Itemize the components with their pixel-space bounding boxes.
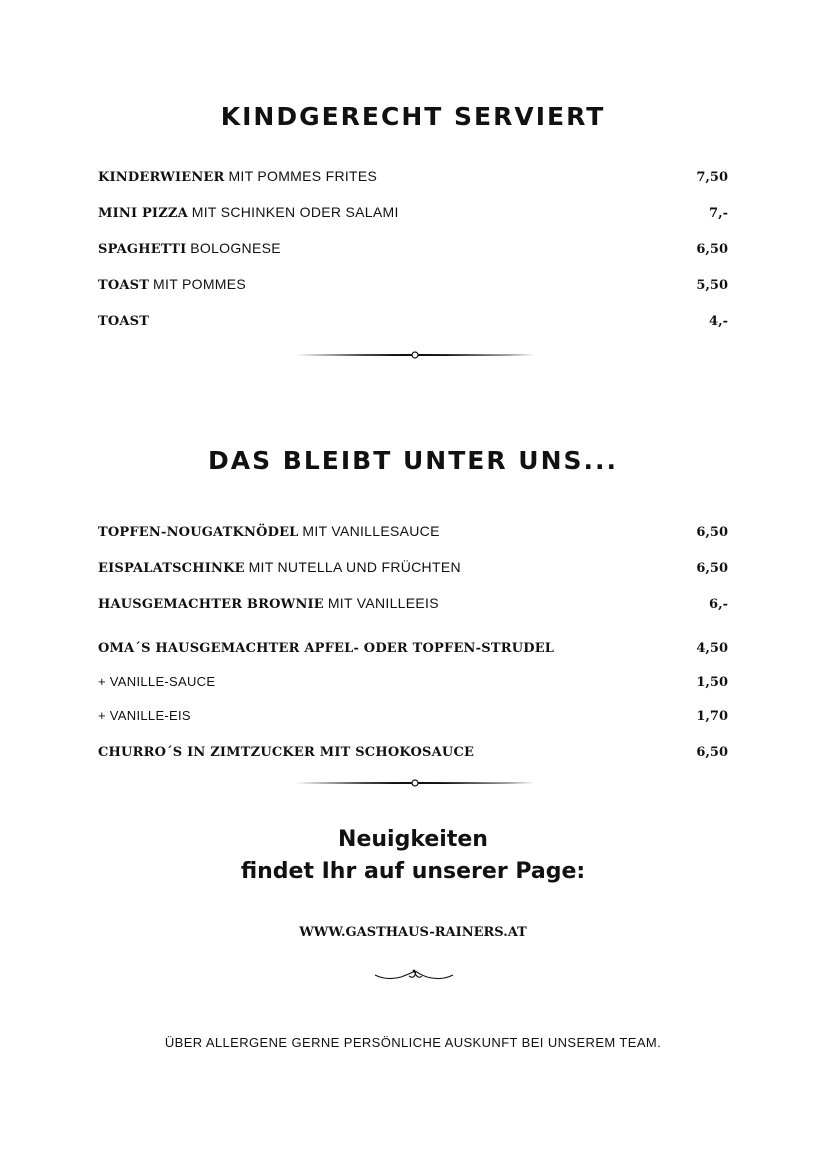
item-description: MIT VANILLESAUCE	[302, 523, 440, 539]
item-price: 1,70	[696, 709, 728, 724]
item-price: 6,50	[696, 525, 728, 540]
item-price: 6,50	[696, 745, 728, 760]
line-divider-icon	[295, 778, 535, 788]
item-name: KINDERWIENER	[98, 170, 225, 185]
item-price: 6,50	[696, 242, 728, 257]
line-divider-icon	[295, 350, 535, 360]
item-price: 1,50	[696, 675, 728, 690]
item-name: EISPALATSCHINKE	[98, 561, 245, 576]
item-price: 6,50	[696, 561, 728, 576]
item-name: OMA´S HAUSGEMACHTER APFEL- ODER TOPFEN-STRUDEL	[98, 641, 555, 656]
swirl-ornament-icon	[373, 966, 455, 984]
item-description: MIT SCHINKEN ODER SALAMI	[191, 204, 399, 220]
item-name: TOAST	[98, 314, 150, 329]
item-price: 5,50	[696, 278, 728, 293]
menu-item	[98, 743, 728, 763]
item-price: 7,50	[696, 170, 728, 185]
section-title-kids: KINDGERECHT SERVIERT	[220, 102, 606, 131]
item-name: HAUSGEMACHTER BROWNIE	[98, 597, 324, 612]
item-name: CHURRO´S IN ZIMTZUCKER MIT SCHOKOSAUCE	[98, 745, 475, 760]
news-heading	[0, 824, 826, 888]
menu-item	[98, 204, 728, 224]
news-line-1: Neuigkeiten	[338, 827, 488, 852]
menu-item-extra	[98, 707, 728, 727]
item-name: TOAST	[98, 278, 150, 293]
menu-item	[98, 168, 728, 188]
menu-item	[98, 523, 728, 543]
menu-item	[98, 312, 728, 332]
item-name: MINI PIZZA	[98, 206, 188, 221]
item-name: TOPFEN-NOUGATKNÖDEL	[98, 525, 299, 540]
item-extra-label: + VANILLE-SAUCE	[98, 674, 216, 689]
item-description: MIT POMMES FRITES	[228, 168, 378, 184]
news-line-2: findet Ihr auf unserer Page:	[240, 859, 586, 884]
menu-item	[98, 639, 728, 659]
menu-item-extra	[98, 673, 728, 693]
section-title-desserts: DAS BLEIBT UNTER UNS...	[207, 446, 618, 475]
website-link[interactable]: WWW.GASTHAUS-RAINERS.AT	[299, 925, 527, 940]
allergen-note: ÜBER ALLERGENE GERNE PERSÖNLICHE AUSKUNFT BEI UNSEREM TEAM.	[164, 1035, 662, 1050]
item-description: MIT POMMES	[153, 276, 247, 292]
menu-item	[98, 595, 728, 615]
item-description: MIT NUTELLA UND FRÜCHTEN	[248, 559, 461, 575]
item-price: 4,-	[709, 314, 728, 329]
menu-item	[98, 276, 728, 296]
item-price: 7,-	[709, 206, 728, 221]
item-name: SPAGHETTI	[98, 242, 187, 257]
item-description: MIT VANILLEEIS	[327, 595, 439, 611]
item-price: 4,50	[696, 641, 728, 656]
item-extra-label: + VANILLE-EIS	[98, 708, 191, 723]
item-description: BOLOGNESE	[190, 240, 281, 256]
menu-item	[98, 240, 728, 260]
menu-item	[98, 559, 728, 579]
item-price: 6,-	[709, 597, 728, 612]
